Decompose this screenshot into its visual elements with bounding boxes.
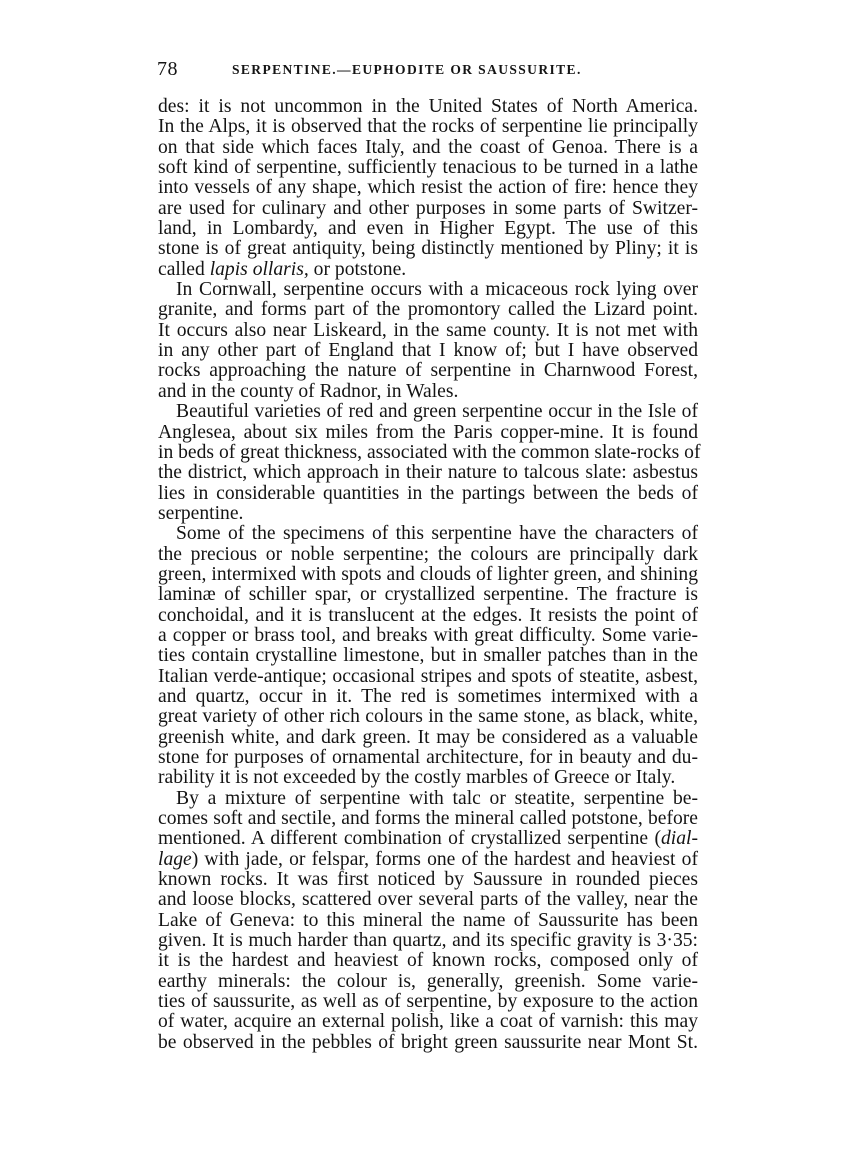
paragraph-3 — [158, 401, 701, 524]
text-line: in any other part of England that I know of; but I have observed — [158, 340, 698, 362]
text-run: or potstone. — [308, 258, 407, 280]
text-line: conchoidal, and it is translucent at the edges. It resists the point of — [158, 604, 698, 626]
text-line: rocks approaching the nature of serpentine in Charnwood Forest, — [158, 360, 698, 382]
text-line: des: it is not uncommon in the United States of North America. — [158, 96, 698, 117]
italic-term: lage — [158, 848, 192, 870]
text-line: Lake of Geneva: to this mineral the name of Saussurite has been — [158, 909, 698, 931]
paragraph-1 — [158, 97, 698, 280]
text-line: Anglesea, about six miles from the Paris copper-mine. It is found — [158, 421, 698, 443]
text-run: mentioned. A different combination of crystallized serpentine ( — [158, 828, 661, 850]
text-line: green, intermixed with spots and clouds of lighter green, and shining — [158, 563, 698, 585]
text-line — [158, 829, 698, 849]
text-line: soft kind of serpentine, sufficiently tenacious to be turned in a lathe — [158, 157, 698, 179]
text-line: and loose blocks, scattered over several parts of the valley, near the — [158, 889, 698, 911]
text-line — [158, 850, 698, 870]
text-line: on that side which faces Italy, and the coast of Genoa. There is a — [158, 136, 698, 158]
text-line: the precious or noble serpentine; the colours are principally dark — [158, 543, 698, 565]
text-line: lies in considerable quantities in the partings between the beds of — [158, 482, 698, 504]
text-line: the district, which approach in their nature to talcous slate: asbestus — [158, 462, 698, 484]
text-line: of water, acquire an external polish, like a coat of varnish: this may — [158, 1011, 698, 1033]
text-line: and in the county of Radnor, in Wales. — [158, 380, 459, 402]
text-line: and quartz, occur in it. The red is sometimes intermixed with a — [158, 685, 698, 707]
text-line: are used for culinary and other purposes in some parts of Switzer- — [158, 197, 698, 219]
paragraph-4 — [158, 524, 698, 788]
text-line: Italian verde-antique; occasional stripes and spots of steatite, asbest, — [158, 665, 698, 687]
italic-term: dial- — [660, 828, 698, 850]
text-line: By a mixture of serpentine with talc or steatite, serpentine be- — [176, 787, 698, 809]
text-line: greenish white, and dark green. It may be considered as a valuable — [158, 726, 698, 748]
text-line: it is the hardest and heaviest of known rocks, composed only of — [158, 950, 698, 972]
text-line: It occurs also near Liskeard, in the same county. It is not met with — [158, 319, 698, 341]
text-line: In Cornwall, serpentine occurs with a micaceous rock lying over — [176, 279, 698, 301]
text-line: Some of the specimens of this serpentine have the characters of — [176, 523, 698, 545]
body-text — [158, 96, 701, 1053]
running-head — [157, 58, 697, 84]
text-line — [158, 260, 698, 280]
text-line: stone is of great antiquity, being distinctly mentioned by Pliny; it is — [158, 238, 698, 260]
text-line: ties of saussurite, as well as of serpentine, by exposure to the action — [158, 991, 698, 1013]
text-line: great variety of other rich colours in the same stone, as black, white, — [158, 706, 698, 728]
text-line: known rocks. It was first noticed by Saussure in rounded pieces — [158, 869, 698, 891]
text-line: stone for purposes of ornamental architecture, for in beauty and du- — [158, 747, 698, 768]
text-line: rability it is not exceeded by the costly marbles of Greece or Italy. — [158, 767, 676, 789]
text-line: be observed in the pebbles of bright green saussurite near Mont St. — [158, 1031, 698, 1053]
text-line: granite, and forms part of the promontory called the Lizard point. — [158, 299, 698, 321]
text-line: in beds of great thickness, associated with the common slate-rocks of — [158, 441, 701, 463]
text-line: Beautiful varieties of red and green serpentine occur in the Isle of — [176, 401, 698, 423]
text-line: ties contain crystalline limestone, but in smaller patches than in the — [158, 645, 698, 667]
text-run: ) with jade, or felspar, forms one of the hardest and heaviest of — [191, 848, 698, 870]
italic-term: lapis ollaris, — [209, 258, 309, 280]
text-line: land, in Lombardy, and even in Higher Egypt. The use of this — [158, 218, 698, 240]
running-title: SERPENTINE.—EUPHODITE OR SAUSSURITE. — [232, 62, 582, 77]
paragraph-2 — [158, 280, 698, 402]
text-run: called — [158, 258, 210, 280]
text-line: into vessels of any shape, which resist the action of fire: hence they — [158, 177, 698, 199]
text-line: a copper or brass tool, and breaks with great difficulty. Some varie- — [158, 624, 698, 646]
paragraph-5 — [158, 789, 698, 1053]
text-line: given. It is much harder than quartz, and its specific gravity is 3·35: — [158, 930, 698, 952]
text-line: serpentine. — [158, 502, 244, 524]
text-line: laminæ of schiller spar, or crystallized serpentine. The fracture is — [158, 584, 698, 606]
text-line: earthy minerals: the colour is, generally, greenish. Some varie- — [158, 970, 698, 992]
page-number: 78 — [157, 58, 178, 80]
text-line: comes soft and sectile, and forms the mineral called potstone, before — [158, 808, 698, 830]
text-line: In the Alps, it is observed that the rocks of serpentine lie principally — [158, 116, 698, 138]
